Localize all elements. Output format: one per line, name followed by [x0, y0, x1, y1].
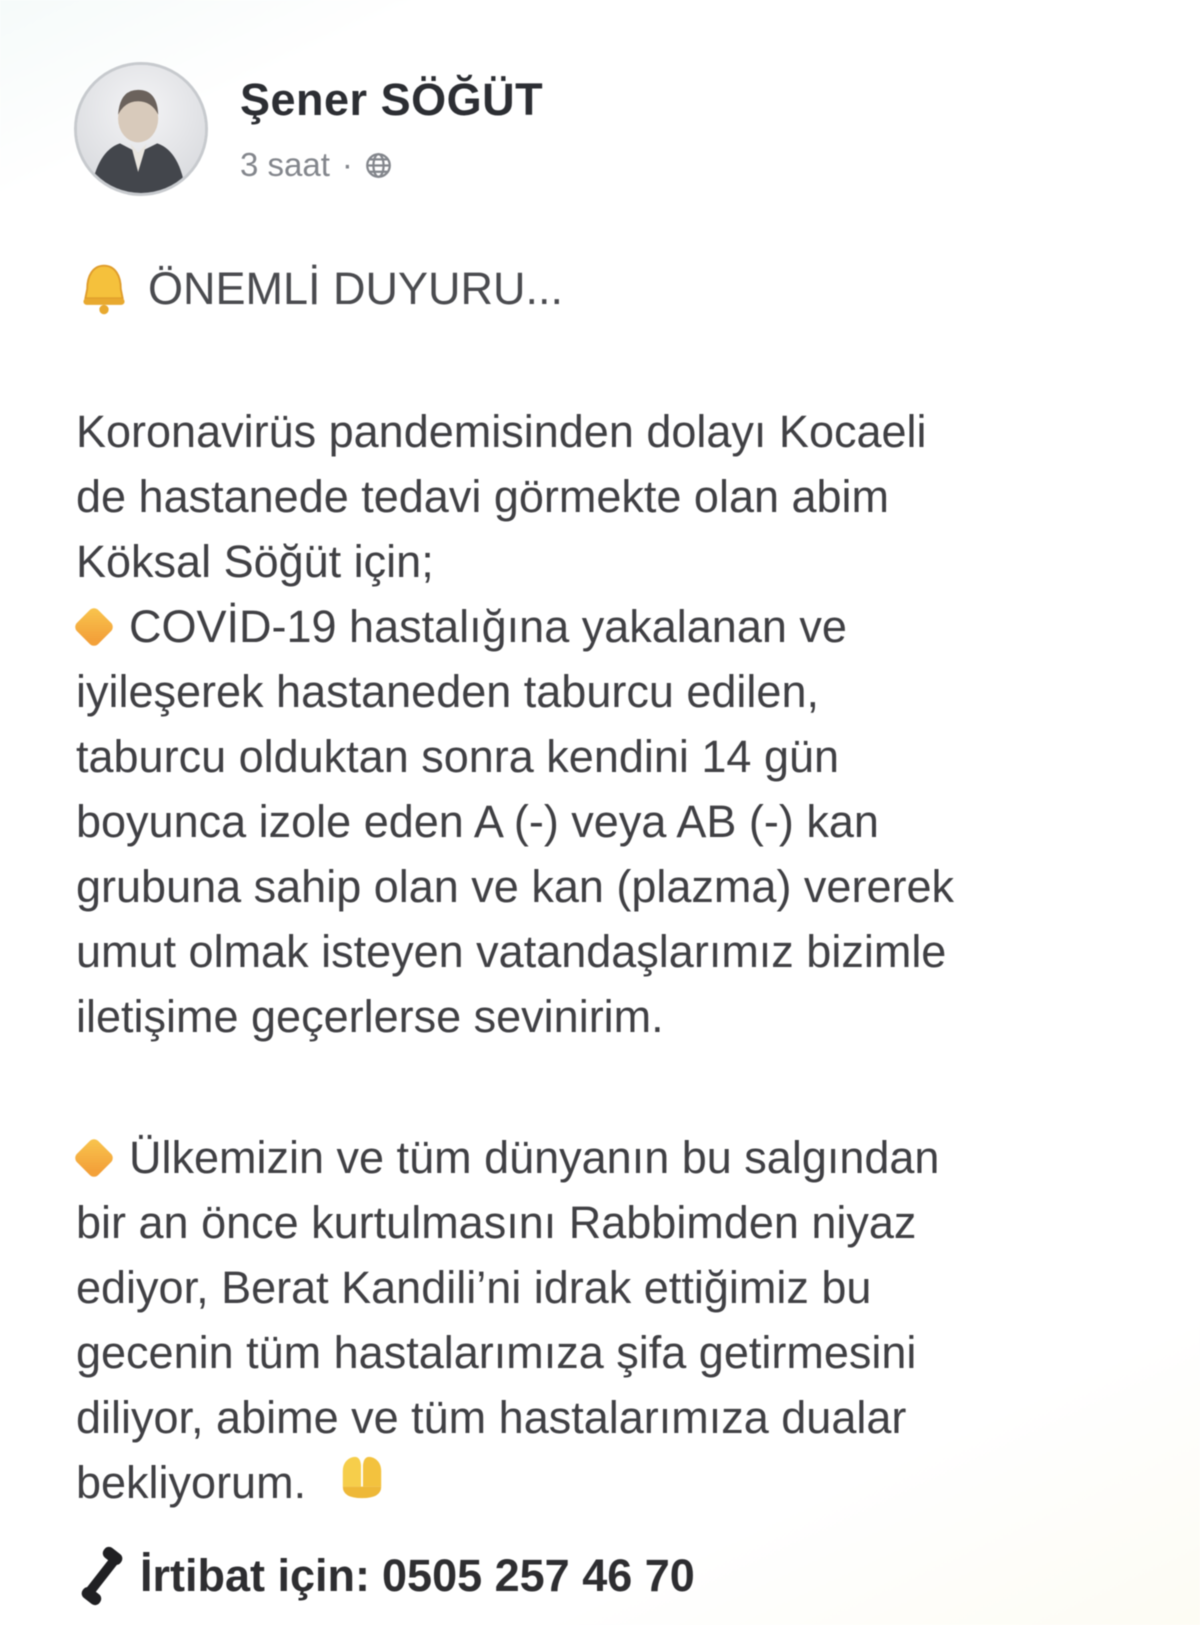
contact-label: İrtibat için: — [140, 1549, 371, 1601]
meta-separator: · — [341, 146, 353, 183]
headline-text: ÖNEMLİ DUYURU... — [148, 263, 564, 314]
text-line — [76, 1125, 1136, 1190]
text-line: bir an önce kurtulmasını Rabbimden niyaz — [76, 1197, 917, 1248]
bell-announcement-icon — [76, 261, 132, 317]
text-line: iyileşerek hastaneden taburcu edilen, — [76, 666, 819, 717]
text-line: Köksal Söğüt için; — [76, 536, 434, 587]
avatar[interactable] — [74, 62, 208, 196]
paragraph — [76, 1125, 1136, 1515]
text-line: umut olmak isteyen vatandaşlarımız bizimle — [76, 926, 947, 977]
author-name[interactable]: Şener SÖĞÜT — [240, 74, 544, 125]
profile-photo — [77, 65, 205, 193]
phone-receiver-icon — [76, 1545, 128, 1607]
text-line: grubuna sahip olan ve kan (plazma) vererek — [76, 861, 954, 912]
post-body — [76, 256, 1136, 1608]
text-line: gecenin tüm hastalarımıza şifa getirmesini — [76, 1327, 917, 1378]
paragraph — [76, 399, 1136, 594]
text-line: diliyor, abime ve tüm hastalarımıza dualar — [76, 1392, 907, 1443]
contact-row — [76, 1543, 1136, 1608]
bullet-line-text: Ülkemizin ve tüm dünyanın bu salgından — [129, 1132, 940, 1183]
bullet-line-text: COVİD-19 hastalığına yakalanan ve — [129, 601, 847, 652]
paragraph — [76, 594, 1136, 1049]
headline-row — [76, 256, 1136, 321]
orange-diamond-bullet-icon — [73, 606, 115, 648]
text-line: Koronavirüs pandemisinden dolayı Kocaeli — [76, 406, 927, 457]
timestamp: 3 saat — [240, 146, 330, 183]
text-line: ediyor, Berat Kandili’ni idrak ettiğimiz bu — [76, 1262, 872, 1313]
globe-icon — [365, 152, 392, 179]
orange-diamond-bullet-icon — [73, 1137, 115, 1179]
phone-number[interactable]: 0505 257 46 70 — [382, 1549, 695, 1601]
post-meta[interactable] — [240, 146, 392, 184]
text-line: taburcu olduktan sonra kendini 14 gün — [76, 731, 840, 782]
closing-text: bekliyorum. — [76, 1457, 307, 1508]
praying-hands-icon — [335, 1454, 389, 1519]
text-line — [76, 594, 1136, 659]
text-line: boyunca izole eden A (-) veya AB (-) kan — [76, 796, 879, 847]
text-line: de hastanede tedavi görmekte olan abim — [76, 471, 890, 522]
text-line — [76, 1450, 1136, 1515]
text-line: iletişime geçerlerse sevinirim. — [76, 991, 664, 1042]
